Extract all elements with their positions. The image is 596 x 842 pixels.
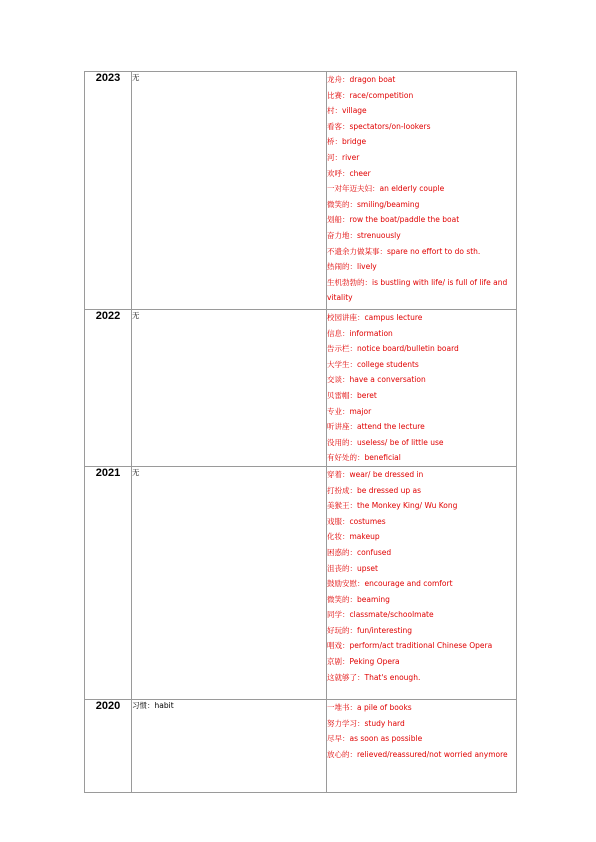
vocabulary-entry: 龙舟：dragon boat <box>327 75 396 84</box>
vocabulary-entry: 欢呼：cheer <box>327 168 371 178</box>
vocabulary-list-cell <box>327 466 517 699</box>
year-row <box>85 310 517 467</box>
vocabulary-entry: 一堆书：a pile of books <box>327 702 412 712</box>
vocabulary-entry: 好玩的：fun/interesting <box>327 625 413 635</box>
vocabulary-entry: 这就够了：That's enough. <box>327 672 421 682</box>
vocabulary-entry: 交谈：have a conversation <box>327 375 426 385</box>
vocabulary-list-cell <box>327 310 517 467</box>
vocabulary-entry: 同学：classmate/schoolmate <box>327 610 434 620</box>
vocabulary-entry: 京剧：Peking Opera <box>327 657 400 667</box>
vocabulary-entry: 努力学习：study hard <box>327 718 405 728</box>
vocabulary-list-cell <box>327 72 517 310</box>
vocabulary-entry: 比赛：race/competition <box>327 90 414 100</box>
vocabulary-entry: 大学生：college students <box>327 359 419 369</box>
vocabulary-entry: 看客：spectators/on-lookers <box>327 121 431 131</box>
note-cell: 无 <box>132 466 327 699</box>
note-cell: 无 <box>132 310 327 467</box>
vocabulary-entry: 沮丧的：upset <box>327 563 378 573</box>
vocabulary-entry: 没用的：useless/ be of little use <box>327 437 444 447</box>
vocabulary-list-cell <box>327 699 517 792</box>
vocabulary-entry: 告示栏：notice board/bulletin board <box>327 344 459 354</box>
vocabulary-entry: 唱戏：perform/act traditional Chinese Opera <box>327 641 493 651</box>
vocabulary-entry: 鼓励安慰：encourage and comfort <box>327 579 453 589</box>
vocabulary-entry: 贝雷帽：beret <box>327 390 377 400</box>
vocabulary-entry: 专业：major <box>327 406 372 416</box>
vocabulary-entry: 困惑的：confused <box>327 547 392 557</box>
vocabulary-entry: 尽早：as soon as possible <box>327 734 423 744</box>
vocabulary-table-body <box>85 72 517 793</box>
vocabulary-entry: 微笑的：smiling/beaming <box>327 199 420 209</box>
vocabulary-entry: 化妆：makeup <box>327 532 380 542</box>
vocabulary-entry: 划船：row the boat/paddle the boat <box>327 215 460 225</box>
vocabulary-entry: 一对年迈夫妇：an elderly couple <box>327 184 445 194</box>
vocabulary-entry: 微笑的：beaming <box>327 594 390 604</box>
vocabulary-entry: 河：river <box>327 152 360 162</box>
vocabulary-entry: 放心的：relieved/reassured/not worried anymore <box>327 749 508 759</box>
vocabulary-entry: 桥：bridge <box>327 137 367 147</box>
vocabulary-entry: 奋力地：strenuously <box>327 230 401 240</box>
vocabulary-entry: 热闹的：lively <box>327 262 377 272</box>
year-cell: 2022 <box>85 310 132 467</box>
vocabulary-entry: 不遗余力做某事：spare no effort to do sth. <box>327 246 481 256</box>
year-row <box>85 72 517 310</box>
vocabulary-entry: 听讲座：attend the lecture <box>327 422 425 432</box>
vocabulary-entry: 村：village <box>327 106 367 116</box>
vocabulary-entry: 校园讲座：campus lecture <box>327 313 423 322</box>
vocabulary-table <box>84 71 517 793</box>
vocabulary-entry: 穿着：wear/ be dressed in <box>327 469 424 479</box>
vocabulary-entry: 生机勃勃的：is bustling with life/ is full of life and vitality <box>327 277 508 303</box>
note-cell: 无 <box>132 72 327 310</box>
note-cell: 习惯：habit <box>132 699 327 792</box>
vocabulary-entry: 戏服：costumes <box>327 516 386 526</box>
vocabulary-entry: 有好处的：beneficial <box>327 453 401 463</box>
vocabulary-entry: 信息：information <box>327 328 393 338</box>
year-row <box>85 699 517 792</box>
vocabulary-entry: 美猴王：the Monkey King/ Wu Kong <box>327 501 458 511</box>
vocabulary-entry: 打扮成：be dressed up as <box>327 485 422 495</box>
year-cell: 2023 <box>85 72 132 310</box>
year-row <box>85 466 517 699</box>
year-cell: 2020 <box>85 699 132 792</box>
year-cell: 2021 <box>85 466 132 699</box>
